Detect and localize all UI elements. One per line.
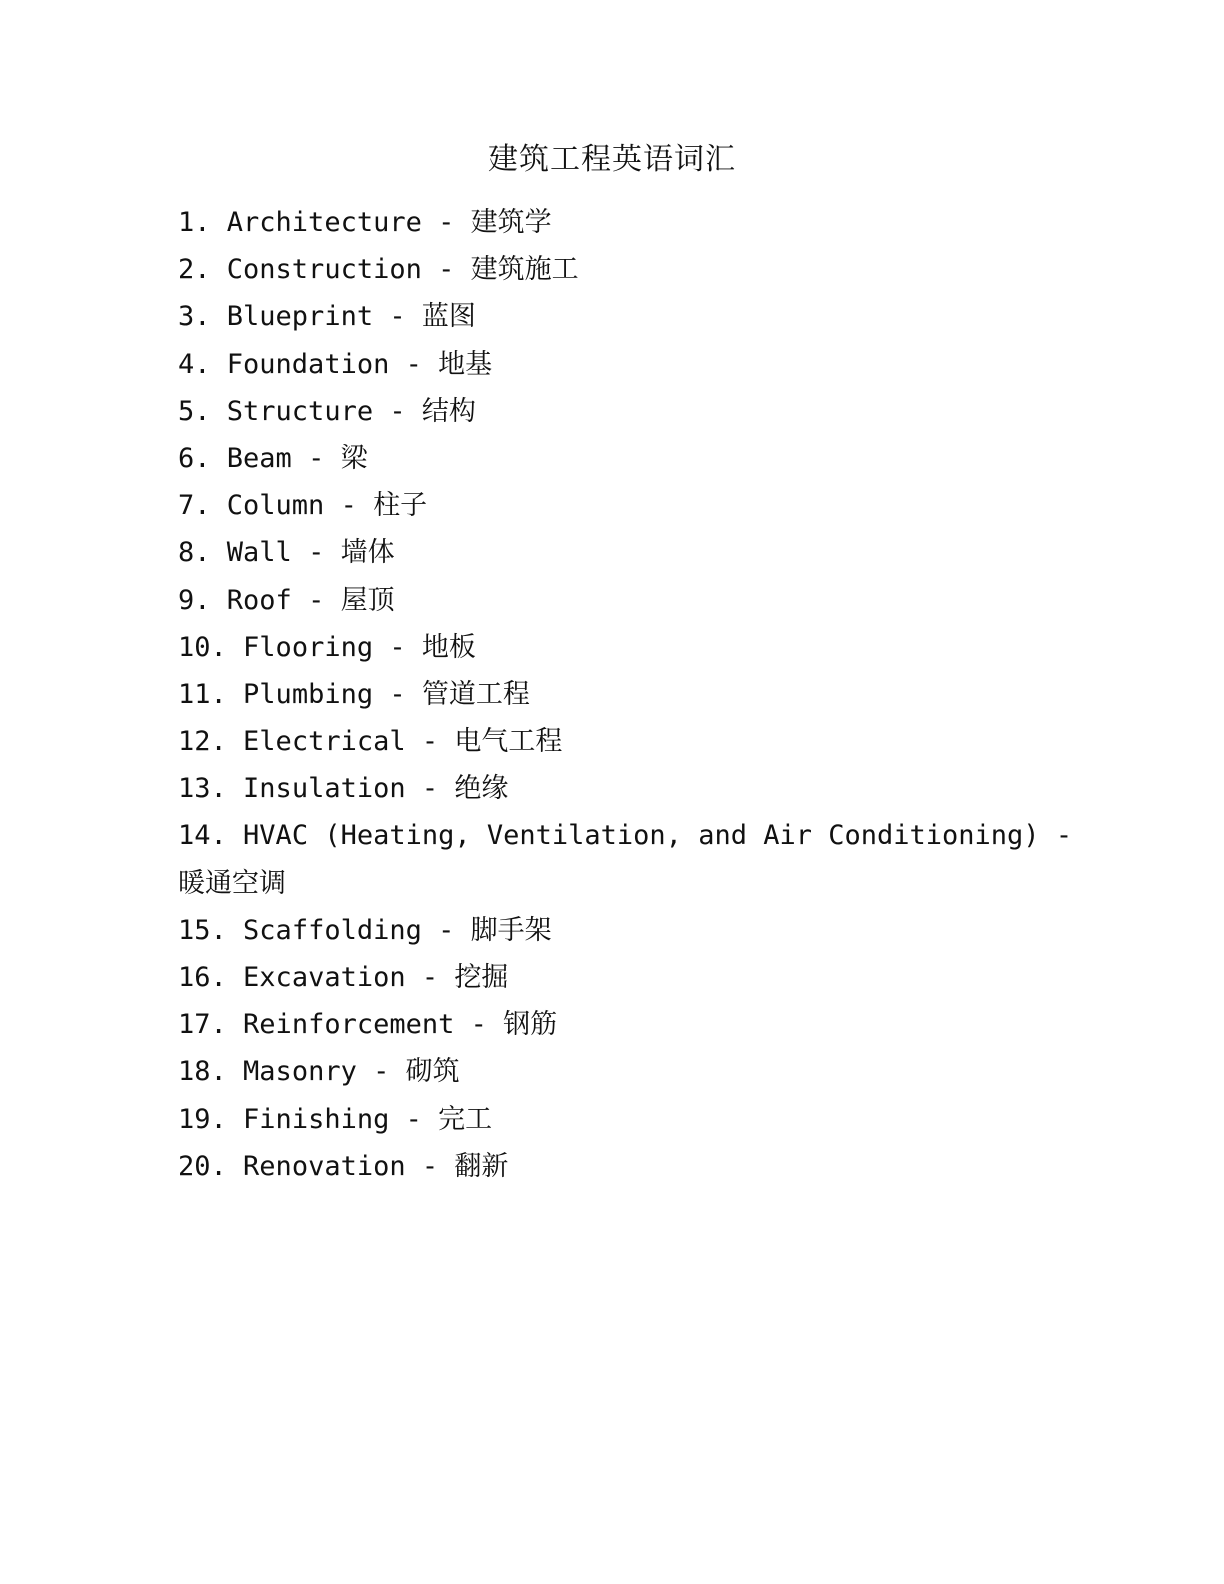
list-item: 15. Scaffolding - 脚手架 bbox=[178, 914, 552, 946]
english-term: Column bbox=[226, 490, 325, 522]
list-item: 1. Architecture - 建筑学 bbox=[178, 207, 552, 238]
english-term: Blueprint bbox=[226, 301, 374, 333]
list-item bbox=[178, 812, 1073, 906]
list-item: 8. Wall - 墙体 bbox=[178, 537, 395, 569]
chinese-term: 钢筋 bbox=[503, 1009, 558, 1041]
item-number: 6. bbox=[178, 442, 211, 474]
list-item: 19. Finishing - 完工 bbox=[178, 1103, 493, 1135]
english-term: Scaffolding bbox=[243, 914, 422, 946]
english-term: Roof bbox=[226, 584, 292, 616]
english-term: Architecture bbox=[226, 207, 422, 238]
chinese-term: 建筑学 bbox=[470, 207, 552, 238]
english-term: Electrical bbox=[243, 726, 406, 758]
item-number: 20. bbox=[178, 1150, 227, 1182]
list-item: 17. Reinforcement - 钢筋 bbox=[178, 1009, 558, 1041]
chinese-term: 挖掘 bbox=[454, 962, 509, 994]
chinese-term: 地板 bbox=[421, 631, 476, 663]
item-number: 2. bbox=[178, 254, 211, 286]
list-item: 16. Excavation - 挖掘 bbox=[178, 962, 509, 994]
chinese-term: 屋顶 bbox=[340, 584, 395, 616]
chinese-term: 管道工程 bbox=[421, 678, 530, 710]
list-item: 5. Structure - 结构 bbox=[178, 395, 476, 427]
english-term: Plumbing bbox=[243, 678, 374, 710]
chinese-term: 柱子 bbox=[373, 490, 428, 522]
english-term: HVAC (Heating, Ventilation, and Air Conditioning) - bbox=[243, 820, 1073, 852]
item-number: 8. bbox=[178, 537, 211, 569]
chinese-term: 地基 bbox=[438, 348, 493, 380]
item-number: 5. bbox=[178, 395, 211, 427]
english-term: Reinforcement bbox=[243, 1009, 455, 1041]
english-term: Beam bbox=[226, 442, 292, 474]
english-term: Flooring bbox=[243, 631, 374, 663]
list-item: 4. Foundation - 地基 bbox=[178, 348, 493, 380]
english-term: Insulation bbox=[243, 773, 406, 805]
chinese-term: 蓝图 bbox=[421, 301, 476, 333]
english-term: Renovation bbox=[243, 1150, 406, 1182]
item-number: 12. bbox=[178, 726, 227, 758]
list-item: 2. Construction - 建筑施工 bbox=[178, 254, 579, 286]
item-number: 4. bbox=[178, 348, 211, 380]
chinese-term: 电气工程 bbox=[454, 726, 563, 758]
item-number: 9. bbox=[178, 584, 211, 616]
list-item: 11. Plumbing - 管道工程 bbox=[178, 678, 530, 710]
chinese-term: 墙体 bbox=[340, 537, 395, 569]
chinese-term: 绝缘 bbox=[454, 773, 509, 805]
english-term: Foundation bbox=[226, 348, 390, 380]
item-number: 17. bbox=[178, 1009, 227, 1041]
item-number: 7. bbox=[178, 490, 211, 522]
item-number: 3. bbox=[178, 301, 211, 333]
list-item: 9. Roof - 屋顶 bbox=[178, 584, 395, 616]
list-item: 12. Electrical - 电气工程 bbox=[178, 726, 563, 758]
item-number: 14. bbox=[178, 820, 227, 852]
page-title: 建筑工程英语词汇 bbox=[488, 142, 736, 177]
english-term: Wall bbox=[226, 537, 292, 569]
english-term: Construction bbox=[226, 254, 422, 286]
chinese-term: 翻新 bbox=[454, 1150, 509, 1182]
chinese-term: 完工 bbox=[438, 1103, 493, 1135]
chinese-term: 砌筑 bbox=[405, 1056, 460, 1088]
list-item: 7. Column - 柱子 bbox=[178, 490, 428, 522]
list-item: 6. Beam - 梁 bbox=[178, 442, 368, 474]
item-number: 1. bbox=[178, 207, 211, 238]
chinese-term: 建筑施工 bbox=[470, 254, 579, 286]
item-number: 16. bbox=[178, 962, 227, 994]
english-term: Excavation bbox=[243, 962, 406, 994]
english-term: Masonry bbox=[243, 1056, 357, 1088]
list-item: 13. Insulation - 绝缘 bbox=[178, 773, 509, 805]
list-item: 10. Flooring - 地板 bbox=[178, 631, 476, 663]
chinese-term: 结构 bbox=[421, 395, 476, 427]
vocabulary-list bbox=[178, 199, 1073, 1190]
list-item: 3. Blueprint - 蓝图 bbox=[178, 301, 476, 333]
chinese-term: 暖通空调 bbox=[178, 867, 286, 899]
item-number: 11. bbox=[178, 678, 227, 710]
item-number: 13. bbox=[178, 773, 227, 805]
item-number: 19. bbox=[178, 1103, 227, 1135]
chinese-term: 梁 bbox=[340, 442, 368, 474]
item-number: 10. bbox=[178, 631, 227, 663]
english-term: Finishing bbox=[243, 1103, 390, 1135]
chinese-term: 脚手架 bbox=[470, 914, 552, 946]
list-item: 18. Masonry - 砌筑 bbox=[178, 1056, 460, 1088]
item-number: 18. bbox=[178, 1056, 227, 1088]
list-item: 20. Renovation - 翻新 bbox=[178, 1150, 509, 1182]
item-number: 15. bbox=[178, 914, 227, 946]
english-term: Structure bbox=[226, 395, 374, 427]
